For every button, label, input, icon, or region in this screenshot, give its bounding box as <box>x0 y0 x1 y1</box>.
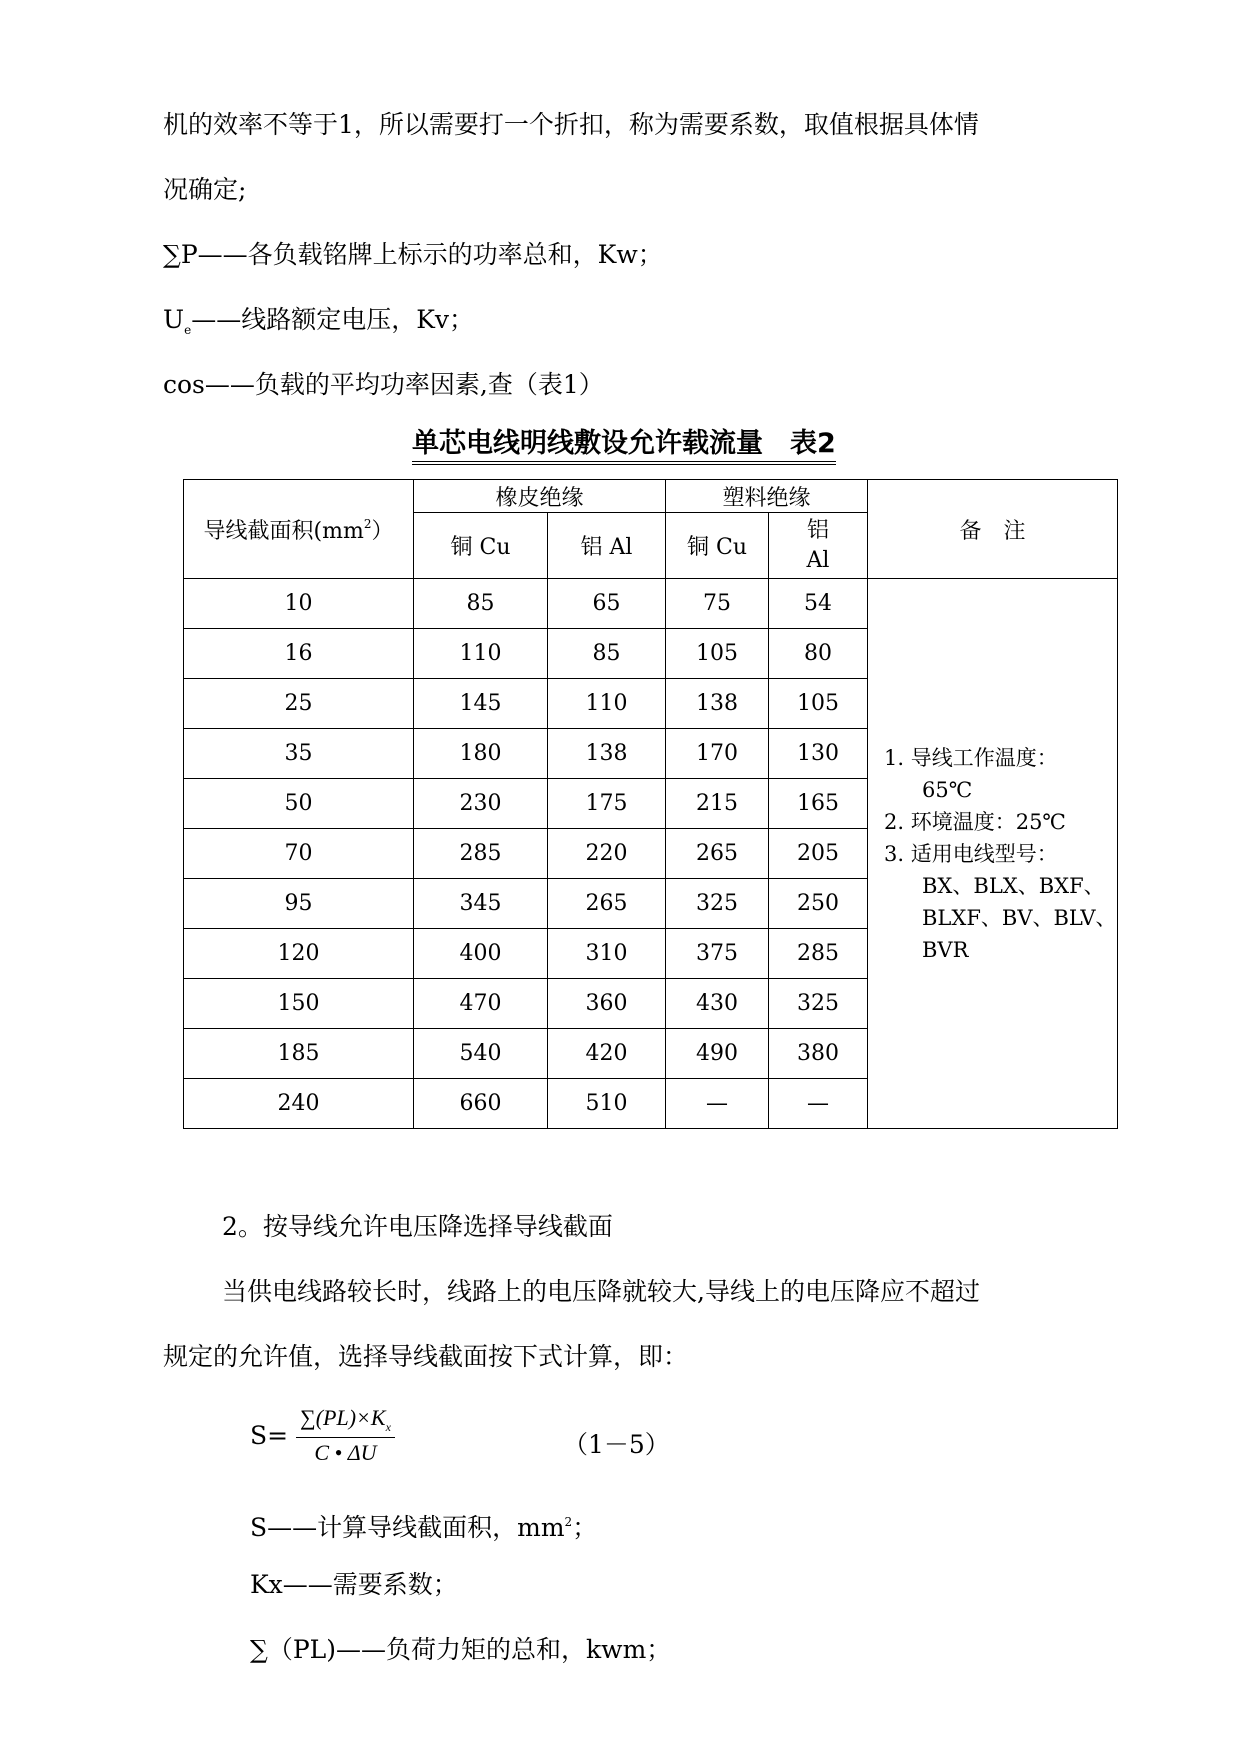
cell-ampacity: 285 <box>769 929 868 979</box>
header-rubber-cu: 铜 Cu <box>414 513 548 579</box>
cell-cross-section: 240 <box>184 1079 414 1129</box>
remark-line: BVR <box>922 937 969 962</box>
header-remark: 备 注 <box>868 480 1118 579</box>
cell-ampacity: 65 <box>548 579 666 629</box>
header-cross-section <box>184 480 414 579</box>
cell-ampacity: 430 <box>666 979 769 1029</box>
equation-number: （1－5） <box>563 1430 670 1459</box>
cell-ampacity: 470 <box>414 979 548 1029</box>
paragraph-line: 机的效率不等于1，所以需要打一个折扣，称为需要系数，取值根据具体情 <box>163 110 979 139</box>
formula-denominator: C • ΔU <box>314 1440 377 1465</box>
cell-ampacity: 105 <box>666 629 769 679</box>
cell-ampacity: 145 <box>414 679 548 729</box>
cell-ampacity: 540 <box>414 1029 548 1079</box>
definition-s-sup: 2 <box>564 1515 573 1529</box>
remark-line: 3. 适用电线型号： <box>884 841 1058 866</box>
cell-ampacity: 85 <box>548 629 666 679</box>
header-rubber-al: 铝 Al <box>548 513 666 579</box>
cell-ampacity: 490 <box>666 1029 769 1079</box>
cell-ampacity: 250 <box>769 879 868 929</box>
cell-ampacity: 85 <box>414 579 548 629</box>
cell-cross-section: 120 <box>184 929 414 979</box>
cell-ampacity: 170 <box>666 729 769 779</box>
cell-cross-section: 35 <box>184 729 414 779</box>
cell-ampacity: 325 <box>666 879 769 929</box>
cell-ampacity: 215 <box>666 779 769 829</box>
ue-subscript: e <box>184 323 192 337</box>
section-heading: 2。按导线允许电压降选择导线截面 <box>222 1212 613 1241</box>
paragraph-line: 规定的允许值，选择导线截面按下式计算，即： <box>163 1342 689 1371</box>
cell-ampacity: — <box>769 1079 868 1129</box>
definition-s <box>250 1507 597 1543</box>
header-rubber-insulation: 橡皮绝缘 <box>414 480 666 513</box>
remark-line: 65℃ <box>922 777 973 802</box>
cell-ampacity: — <box>666 1079 769 1129</box>
cell-ampacity: 230 <box>414 779 548 829</box>
cell-ampacity: 325 <box>769 979 868 1029</box>
remark-line: 2. 环境温度：25℃ <box>884 809 1066 834</box>
cell-ampacity: 660 <box>414 1079 548 1129</box>
cell-cross-section: 150 <box>184 979 414 1029</box>
cell-cross-section: 10 <box>184 579 414 629</box>
cell-ampacity: 400 <box>414 929 548 979</box>
cell-ampacity: 265 <box>548 879 666 929</box>
header-plastic-cu: 铜 Cu <box>666 513 769 579</box>
cell-ampacity: 54 <box>769 579 868 629</box>
definition-cos: cos——负载的平均功率因素,查（表1） <box>163 370 604 399</box>
definition-kx: Kx——需要系数； <box>250 1570 458 1599</box>
cell-cross-section: 70 <box>184 829 414 879</box>
header-plastic-al-line1: 铝 <box>806 517 829 543</box>
cell-ampacity: 110 <box>548 679 666 729</box>
definition-pl: ∑（PL)——负荷力矩的总和，kwm； <box>250 1635 672 1664</box>
formula-fraction <box>296 1405 395 1466</box>
cell-ampacity: 75 <box>666 579 769 629</box>
definition-ue <box>163 305 474 345</box>
cell-ampacity: 265 <box>666 829 769 879</box>
cell-ampacity: 138 <box>666 679 769 729</box>
remark-line: 1. 导线工作温度： <box>884 745 1058 770</box>
cell-ampacity: 205 <box>769 829 868 879</box>
ampacity-table <box>183 479 1118 1129</box>
cell-ampacity: 130 <box>769 729 868 779</box>
cell-cross-section: 16 <box>184 629 414 679</box>
definition-sum-p: ∑P——各负载铭牌上标示的功率总和，Kw； <box>163 240 663 269</box>
header-plastic-al <box>769 513 868 579</box>
formula <box>250 1405 395 1466</box>
cell-ampacity: 80 <box>769 629 868 679</box>
cell-cross-section: 185 <box>184 1029 414 1079</box>
cell-ampacity: 175 <box>548 779 666 829</box>
cell-cross-section: 25 <box>184 679 414 729</box>
cell-ampacity: 105 <box>769 679 868 729</box>
cell-ampacity: 310 <box>548 929 666 979</box>
formula-lhs: S= <box>250 1421 289 1450</box>
cell-ampacity: 375 <box>666 929 769 979</box>
table-row <box>184 579 1118 629</box>
formula-numerator <box>296 1405 395 1438</box>
cell-ampacity: 420 <box>548 1029 666 1079</box>
remark-line: BX、BLX、BXF、 <box>922 873 1105 898</box>
numerator-text: ∑(PL)×K <box>300 1405 386 1430</box>
remark-cell <box>868 579 1118 1129</box>
ue-symbol: U <box>163 305 185 334</box>
remark-line: BLXF、BV、BLV、 <box>922 905 1117 930</box>
cell-ampacity: 165 <box>769 779 868 829</box>
header-plastic-al-line2: Al <box>806 547 830 573</box>
cell-ampacity: 345 <box>414 879 548 929</box>
paragraph-line: 况确定; <box>163 175 247 204</box>
ue-text: ——线路额定电压，Kv； <box>191 305 474 334</box>
definition-s-text: S——计算导线截面积，mm <box>250 1513 565 1542</box>
header-cross-section-text: 导线截面积(mm <box>203 518 364 544</box>
cell-ampacity: 360 <box>548 979 666 1029</box>
cell-ampacity: 180 <box>414 729 548 779</box>
paragraph-line: 当供电线路较长时，线路上的电压降就较大,导线上的电压降应不超过 <box>222 1277 980 1306</box>
table-title: 单芯电线明线敷设允许载流量 表2 <box>412 428 836 465</box>
cell-cross-section: 50 <box>184 779 414 829</box>
header-cross-section-end: ） <box>371 518 394 544</box>
cell-ampacity: 138 <box>548 729 666 779</box>
numerator-subscript: x <box>385 1420 391 1434</box>
cell-ampacity: 285 <box>414 829 548 879</box>
cell-ampacity: 380 <box>769 1029 868 1079</box>
definition-s-end: ； <box>572 1513 598 1542</box>
cell-cross-section: 95 <box>184 879 414 929</box>
cell-ampacity: 110 <box>414 629 548 679</box>
cell-ampacity: 220 <box>548 829 666 879</box>
cell-ampacity: 510 <box>548 1079 666 1129</box>
header-sup: 2 <box>363 516 372 531</box>
header-plastic-insulation: 塑料绝缘 <box>666 480 868 513</box>
